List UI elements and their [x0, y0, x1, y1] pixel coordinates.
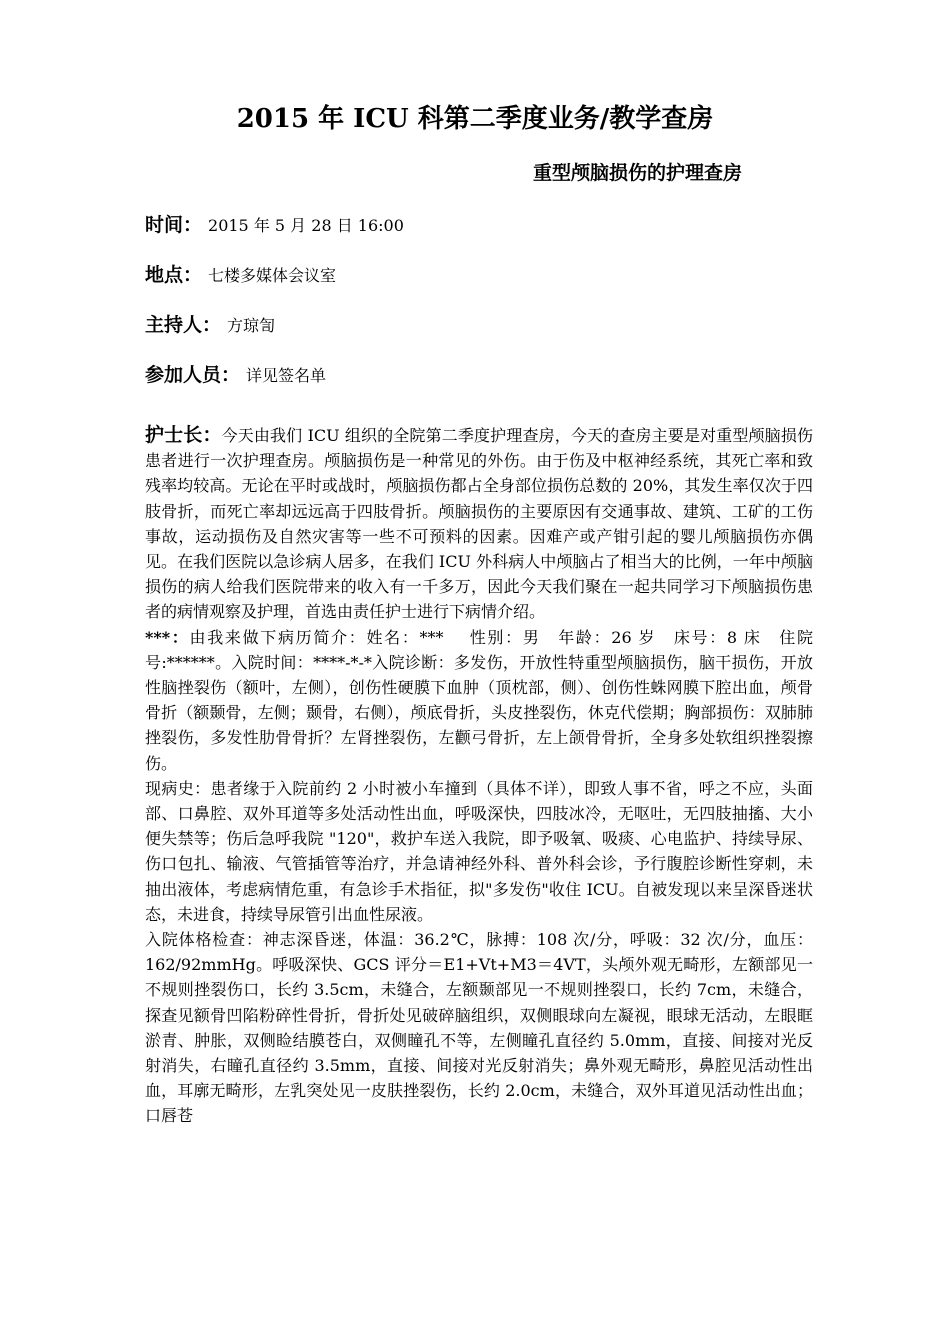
case-intro-paragraph [145, 625, 813, 776]
meta-time-value: 2015 年 5 月 28 日 16:00 [208, 216, 404, 235]
meta-location-value: 七楼多媒体会议室 [208, 266, 337, 285]
meta-host-value: 方琼訇 [227, 316, 276, 335]
meta-location-label: 地点： [145, 264, 203, 286]
head-nurse-paragraph [145, 423, 813, 625]
head-nurse-label: 护士长： [145, 424, 222, 446]
meta-participants-label: 参加人员： [145, 364, 241, 386]
meta-location [145, 260, 336, 287]
meta-participants [145, 360, 326, 387]
document-subtitle: 重型颅脑损伤的护理查房 [533, 162, 743, 184]
document-title: 2015 年 ICU 科第二季度业务/教学查房 [236, 104, 714, 134]
meta-time-label: 时间： [145, 214, 203, 236]
case-intro-text: 由我来做下病历简介：姓名：*** 性别：男 年龄：26 岁 床号：8 床 住院号:******。入院时间：****-*-*入院诊断：多发伤，开放性特重型颅脑损伤，脑干损伤，开放性脑挫裂伤（额叶，左侧），创伤性硬膜下血肿（顶枕部，侧）、创伤性蛛网膜下腔出血，颅骨骨折（额颞骨，左侧；颞骨，右侧），颅底骨折，头皮挫裂伤，休克代偿期；胸部损伤：双肺肺挫裂伤，多发性肋骨骨折？左肾挫裂伤，左颧弓骨折，左上颌骨骨折，全身多处软组织挫裂擦伤。 [145, 627, 813, 773]
meta-host [145, 310, 275, 337]
history-paragraph: 现病史：患者缘于入院前约 2 小时被小车撞到（具体不详），即致人事不省，呼之不应，头面部、口鼻腔、双外耳道等多处活动性出血，呼吸深快，四肢冰冷，无呕吐，无四肢抽搐、大小便失禁等；伤后急呼我院 "120"，救护车送入我院，即予吸氧、吸痰、心电监护、持续导尿、伤口包扎、输液、气管插管等治疗，并急请神经外科、普外科会诊，予行腹腔诊断性穿刺，未抽出液体，考虑病情危重，有急诊手术指征，拟"多发伤"收住 ICU。自被发现以来呈深昏迷状态，未进食，持续导尿管引出血性尿液。 [145, 778, 813, 924]
head-nurse-text: 今天由我们 ICU 组织的全院第二季度护理查房，今天的查房主要是对重型颅脑损伤患者进行一次护理查房。颅脑损伤是一种常见的外伤。由于伤及中枢神经系统，其死亡率和致残率均较高。无论在平时或战时，颅脑损伤都占全身部位损伤总数的 20%，其发生率仅次于四肢骨折，而死亡率却远远高于四肢骨折。颅脑损伤的主要原因有交通事故、建筑、工矿的工伤事故，运动损伤及自然灾害等一些不可预料的因素。因难产或产钳引起的婴儿颅脑损伤亦偶见。在我们医院以急诊病人居多，在我们 ICU 外科病人中颅脑占了相当大的比例，一年中颅脑损伤的病人给我们医院带来的收入有一千多万，因此今天我们聚在一起共同学习下颅脑损伤患者的病情观察及护理，首选由责任护士进行下病情介绍。 [145, 426, 813, 622]
exam-paragraph: 入院体格检查：神志深昏迷，体温：36.2℃，脉搏：108 次/分，呼吸：32 次/分，血压：162/92mmHg。呼吸深快、GCS 评分＝E1+Vt+M3＝4VT，头颅外观无畸形，左额部见一不规则挫裂伤口，长约 3.5cm，未缝合，左额颞部见一不规则挫裂口，长约 7cm，未缝合，探查见额骨凹陷粉碎性骨折，骨折处见破碎脑组织，双侧眼球向左凝视，眼球无活动，左眼眶淤青、肿胀，双侧睑结膜苍白，双侧瞳孔不等，左侧瞳孔直径约 5.0mm，直接、间接对光反射消失，右瞳孔直径约 3.5mm，直接、间接对光反射消失；鼻外观无畸形，鼻腔见活动性出血，耳廓无畸形，左乳突处见一皮肤挫裂伤，长约 2.0cm，未缝合，双外耳道见活动性出血；口唇苍 [145, 930, 813, 1126]
meta-participants-value: 详见签名单 [246, 366, 327, 385]
meta-time [145, 210, 404, 237]
meta-host-label: 主持人： [145, 314, 222, 336]
document-body [145, 423, 813, 1129]
case-intro-label: ***： [145, 627, 190, 647]
